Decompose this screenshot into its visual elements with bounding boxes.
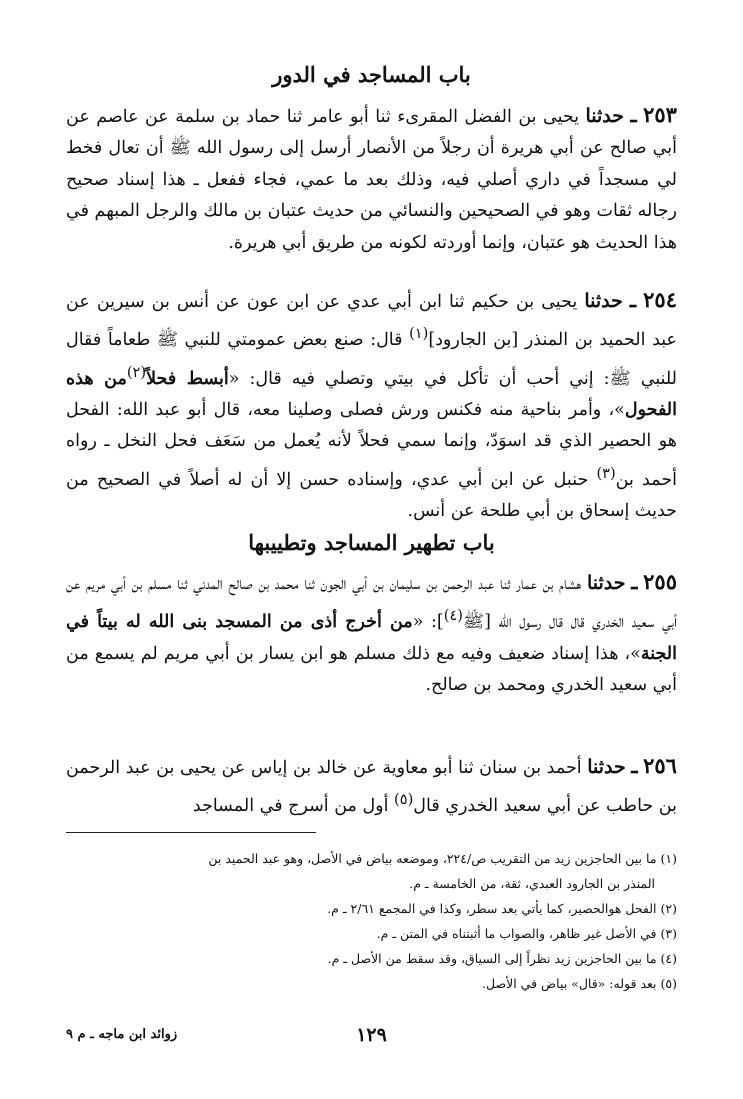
- footnote-number: (٤): [660, 951, 677, 966]
- footnote-text: بعد قوله: «قال» بياض في الأصل.: [482, 976, 657, 991]
- running-footer: زوائد ابن ماجه ـ م ٩: [66, 1027, 178, 1042]
- hadith-text: أول من أسرج في المساجد: [192, 796, 395, 817]
- prophetic-quote: من أخرج أذى من المسجد بنى الله له بيتاً في الجنة: [66, 612, 677, 664]
- dash: ـ: [631, 753, 638, 778]
- footnote-text: الفحل هوالحصير، كما يأتي بعد سطر، وكذا في المجمع ٢/٦١ ـ م.: [327, 901, 657, 916]
- footnote-number: (١): [660, 851, 677, 866]
- dash: ـ: [631, 569, 638, 594]
- footnote-ref[interactable]: (٤): [443, 607, 463, 625]
- hadith-text: »، هذا إسناد ضعيف وفيه مع ذلك مسلم هو ابن يسار بن أبي مريم لم يسمع من أبي سعيد الخدري ومحمد بن صالح.: [66, 643, 677, 696]
- hadith-254: [66, 284, 677, 527]
- footnote-item: [66, 846, 677, 896]
- hadith-number: ٢٥٤: [643, 287, 677, 312]
- hadith-255: [66, 566, 677, 701]
- footnote-number: (٣): [660, 926, 677, 941]
- prophetic-quote: من هذه الفحول: [66, 368, 677, 420]
- hadith-lead: حدثنا: [587, 756, 626, 778]
- footnote-text: ما بين الحاجزين زيد نظراً إلى السياق، وقد سقط من الأصل ـ م.: [327, 951, 657, 966]
- footnote-text: في الأصل غير ظاهر، والصواب ما أثبتناه في المتن ـ م.: [376, 926, 657, 941]
- footnotes-list: [66, 846, 677, 996]
- hadith-text: أحمد بن سنان ثنا أبو معاوية عن خالد بن إياس عن يحيى بن عبد الرحمن بن حاطب عن أبي سعيد الخدري قال: [66, 758, 677, 817]
- hadith-text: »، وأمر بناحية منه فكنس ورش فصلى وصلينا معه، قال أبو عبد الله: الفحل هو الحصير الذي قد اسوَدّ، وإنما سمي فحلاً لأنه يُعمل من سَعَف فحل النخل ـ رواه أحمد بن: [66, 399, 677, 490]
- footnote-divider: [66, 832, 316, 833]
- hadith-lead: حدثنا: [585, 105, 625, 127]
- footnote-item: [66, 946, 677, 971]
- hadith-text: قال: صنع بعض عمومتي للنبي ﷺ طعاماً فقال للنبي ﷺ: إني أحب أن تأكل في بيتي وتصلي فيه قال: «: [66, 330, 678, 389]
- hadith-text: هشام بن عمار ثنا عبد الرحمن بن سليمان بن أبي الجون ثنا محمد بن صالح المدني ثنا مسلم بن أبي مريم عن أبي سعيد الخدري قال قال رسول الله [ﷺ: [66, 574, 677, 633]
- hadith-number: ٢٥٣: [643, 102, 677, 127]
- footnote-ref[interactable]: (٣): [596, 464, 616, 482]
- footnote-ref[interactable]: (٥): [394, 791, 414, 809]
- hadith-lead: حدثنا: [584, 290, 623, 312]
- footnote-continuation: المنذر بن الجارود العبدي، ثقة، من الخامسة ـ م.: [409, 876, 655, 891]
- footnote-ref[interactable]: (١): [409, 325, 429, 343]
- hadith-253: [66, 99, 677, 259]
- dash: ـ: [629, 287, 637, 312]
- page-number: ١٢٩: [356, 1024, 387, 1046]
- section-heading: باب تطهير المساجد وتطييبها: [248, 530, 495, 555]
- prophetic-quote: أبسط فحلاً: [146, 368, 229, 389]
- footnote-item: [66, 896, 677, 921]
- footnote-item: [66, 971, 677, 996]
- hadith-text: ]: «: [412, 612, 444, 633]
- hadith-text: يحيى بن حكيم ثنا ابن أبي عدي عن ابن عون عن أنس بن سيرين عن عبد الحميد بن المنذر [بن الجارود]: [66, 292, 677, 351]
- hadith-text: حنبل عن ابن أبي عدي، وإسناده حسن إلا أن له أصلاً في الصحيح من حديث إسحاق بن أبي طلحة عن أنس.: [66, 469, 677, 521]
- hadith-lead: حدثنا: [586, 572, 626, 594]
- dash: ـ: [630, 102, 637, 127]
- hadith-number: ٢٥٥: [643, 569, 677, 594]
- footnote-number: (٢): [660, 901, 677, 916]
- footnote-item: [66, 921, 677, 946]
- hadith-number: ٢٥٦: [643, 753, 677, 778]
- footnote-ref[interactable]: (٢): [126, 363, 147, 381]
- footnote-number: (٥): [660, 976, 677, 991]
- hadith-256: [66, 750, 677, 823]
- section-heading: باب المساجد في الدور: [272, 62, 471, 87]
- hadith-text: يحيى بن الفضل المقرىء ثنا أبو عامر ثنا حماد بن سلمة عن عاصم عن أبي صالح عن أبي هريرة أن رجلاً من الأنصار أرسل إلى رسول الله ﷺ أن تعال فخط لي مسجداً في داري أصلي فيه، وذلك بعد ما عمي، فجاء ففعل ـ هذا إسناد صحيح رجاله ثقات وهو في الصحيحين والنسائي من حديث عتبان بن مالك والرجل المبهم في هذا الحديث هو عتبان، وإنما أوردته لكونه من طريق أبي هريرة.: [66, 107, 677, 253]
- footnote-text: ما بين الحاجزين زيد من التقريب ص/٢٢٤، وموضعه بياض في الأصل، وهو عبد الحميد بن: [208, 851, 657, 866]
